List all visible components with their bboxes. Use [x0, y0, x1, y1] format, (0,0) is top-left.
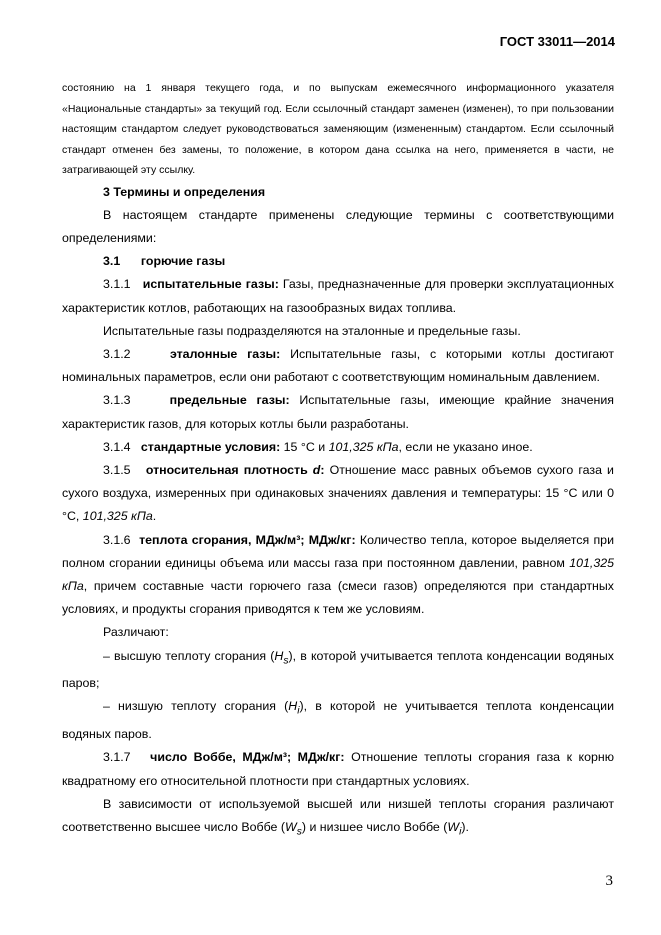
term-symbol: d	[312, 462, 321, 477]
term-3-1-1-note: Испытательные газы подразделяются на эталонные и предельные газы.	[103, 323, 521, 338]
page-number: 3	[605, 873, 613, 889]
term-definition: Испытательные газы, с которыми котлы достигают номинальных параметров, если они работают с соответствующим номинальным давлением.	[62, 346, 615, 385]
page-content	[62, 78, 614, 844]
term-name: эталонные газы:	[169, 346, 281, 361]
note-text-mid: ) и низшее число Воббе (	[301, 819, 448, 834]
term-name: число Воббе, МДж/м³; МДж/кг:	[150, 750, 345, 765]
section-heading: 3 Термины и определения	[103, 184, 266, 199]
symbol-W: W	[285, 819, 297, 834]
term-3-1-6	[62, 529, 614, 622]
term-definition-end: , если не указано иное.	[398, 439, 533, 454]
list-text: – низшую теплоту сгорания (	[103, 699, 289, 714]
symbol-H: H	[288, 699, 298, 714]
term-definition-end: .	[152, 509, 157, 524]
term-3-1-7-note	[62, 793, 614, 844]
term-name: стандартные условия:	[140, 439, 281, 454]
pressure-value: 101,325 кПа	[328, 439, 399, 454]
term-3-1	[62, 250, 614, 273]
term-name: предельные газы:	[169, 393, 290, 408]
subscript-i: i	[459, 826, 462, 838]
subscript-i: i	[297, 705, 300, 717]
term-number: 3.1.5	[103, 462, 131, 477]
list-text-end: ), в которой учитывается теплота конденсации водяных паров;	[62, 648, 614, 691]
term-definition-end: , причем составные части горючего газа (смеси газов) определяются при стандартных условиях, и продукты сгорания приводятся к тем же условиям.	[62, 578, 614, 617]
note-text-end: ).	[461, 819, 469, 834]
symbol-H: H	[274, 648, 284, 663]
term-3-1-1	[62, 273, 614, 319]
term-definition: 15 °C и	[280, 439, 329, 454]
term-3-1-4	[62, 436, 614, 459]
note-text: В зависимости от используемой высшей или низшей теплоты сгорания различают соответственно высшее число Воббе (	[62, 796, 614, 834]
term-number: 3.1.3	[103, 393, 131, 408]
list-item-lower-heat	[62, 695, 614, 746]
term-number: 3.1.7	[103, 750, 131, 765]
term-number: 3.1.6	[103, 532, 131, 547]
subscript-s: s	[296, 826, 302, 838]
pressure-value: 101,325 кПа	[62, 555, 614, 593]
symbol-W: W	[447, 819, 460, 834]
intro-paragraph: состоянию на 1 января текущего года, и по выпускам ежемесячного информационного указателя «Национальные стандарты» за текущий год. Если ссылочный стандарт заменен (изменен), то при пользовании настоящим стандартом следует руководствоваться заменяющим (измененным) стандартом. Если ссылочный стандарт отменен без замены, то положение, в котором дана ссылка на него, применяется в части, не затрагивающей эту ссылку.	[62, 82, 614, 176]
document-code: ГОСТ 33011—2014	[499, 34, 615, 49]
term-definition: Газы, предназначенные для проверки эксплуатационных характеристик котлов, работающих на газообразных видах топлива.	[62, 277, 614, 315]
term-name: теплота сгорания, МДж/м³; МДж/кг:	[139, 532, 356, 547]
list-text: – высшую теплоту сгорания (	[103, 648, 275, 663]
term-3-1-3	[62, 389, 614, 435]
term-3-1-5: 3.1.5 относительная плотность d: Отношение масс равных объемов сухого газа и сухого воздуха, измеренных при одинаковых значениях давления и температуры: 15 °C или 0 °C, 101,325 кПа.	[62, 462, 614, 524]
pressure-value: 101,325 кПа	[82, 509, 153, 524]
term-number: 3.1.2	[103, 346, 131, 361]
term-3-1-2	[62, 343, 614, 389]
term-name: горючие газы	[140, 254, 226, 269]
term-3-1-7	[62, 746, 614, 792]
subscript-s: s	[283, 655, 289, 667]
section-intro: В настоящем стандарте применены следующие термины с соответствующими определениями:	[62, 207, 614, 245]
term-number: 3.1.1	[103, 277, 131, 292]
term-name: испытательные газы:	[142, 277, 279, 292]
term-definition: Испытательные газы, имеющие крайние значения характеристик газов, для которых котлы были разработаны.	[62, 393, 614, 431]
term-name: относительная плотность	[145, 462, 308, 477]
distinguish-label: Различают:	[103, 625, 169, 640]
list-text-end: ), в которой не учитывается теплота конденсации водяных паров.	[62, 699, 614, 742]
term-number: 3.1.4	[103, 439, 131, 454]
term-definition: Отношение теплоты сгорания газа к корню квадратному его относительной плотности при стандартных условиях.	[62, 750, 615, 788]
list-item-higher-heat	[62, 645, 614, 696]
term-definition: Количество тепла, которое выделяется при полном сгорании единицы объема или массы газа при постоянном давлении, равном	[62, 532, 614, 570]
term-number: 3.1	[103, 254, 121, 269]
term-definition: Отношение масс равных объемов сухого газа и сухого воздуха, измеренных при одинаковых значениях давления и температуры: 15 °C или 0 °C,	[62, 462, 614, 524]
